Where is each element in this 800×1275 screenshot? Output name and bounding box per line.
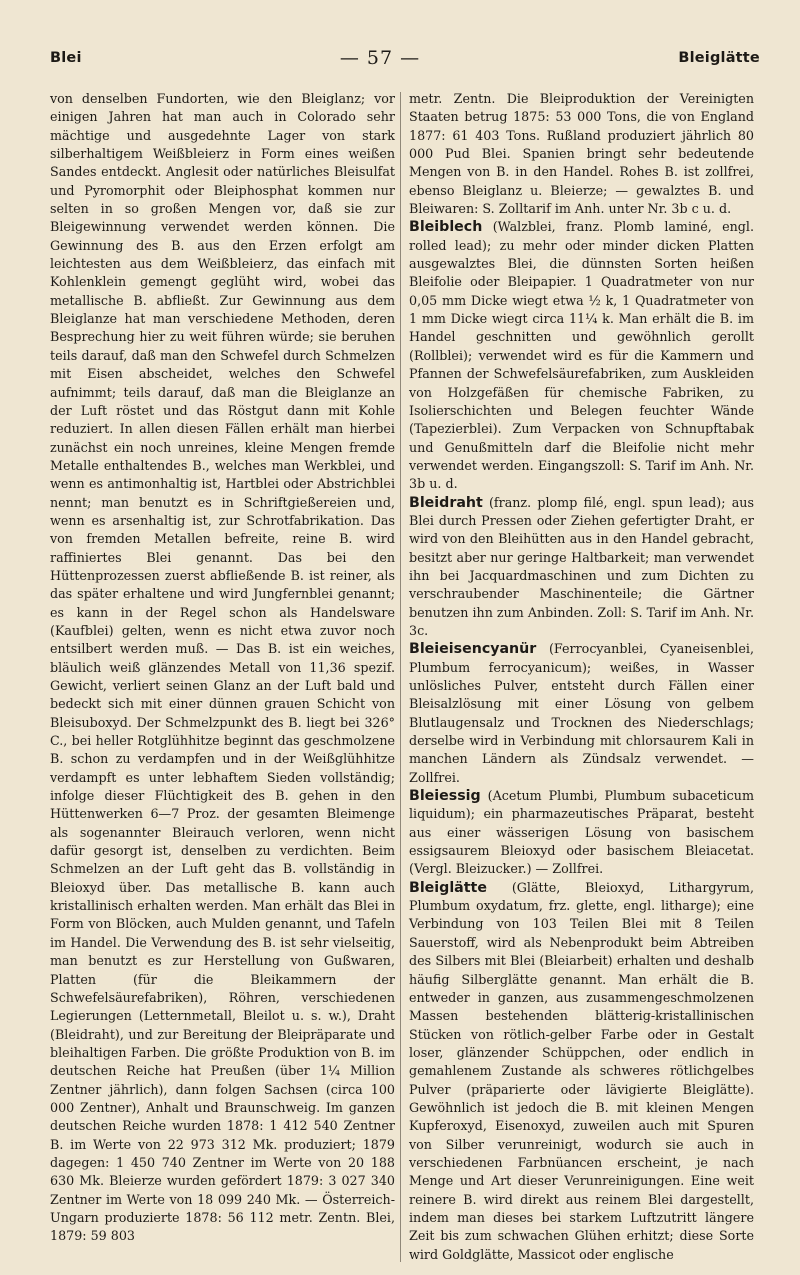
entry-bleiessig <box>409 787 754 879</box>
headword-bleidraht: Bleidraht <box>409 494 483 511</box>
headword-bleiblech: Bleiblech <box>409 219 483 236</box>
entry-text-bleiessig: (Acetum Plumbi, Plumbum subaceticum liquidum); ein pharmazeutisches Präparat, besteht aus einer wässerigen Lösung von basischem essigsaurem Bleioxyd oder basischem Bleiacetat. (Vergl. Bleizucker.) — Zollfrei. <box>409 788 754 877</box>
column-divider <box>400 92 401 1262</box>
headword-bleiessig: Bleiessig <box>409 788 481 805</box>
page-header <box>50 44 760 72</box>
running-head-right: Bleiglätte <box>678 50 760 66</box>
entry-bleieisencyanuer <box>409 640 754 787</box>
left-column-text: von denselben Fundorten, wie den Bleiglanz; vor einigen Jahren hat man auch in Colorado sehr mächtige und ausgedehnte Lager von stark silberhaltigem Weißbleierz in Form eines weißen Sandes entdeckt. Anglesit oder natürliches Bleisulfat und Pyromorphit oder Bleiphosphat kommen nur selten in so großen Mengen vor, daß sie zur Bleigewinnung verwendet werden können. Die Gewinnung des B. aus den Erzen erfolgt am leichtesten aus dem Weißbleierz, das einfach mit Kohlenklein gemengt geglüht wird, wobei das metallische B. abfließt. Zur Gewinnung aus dem Bleiglanze hat man verschiedene Methoden, deren Besprechung hier zu weit führen würde; sie beruhen teils darauf, daß man den Schwefel durch Schmelzen mit Eisen abscheidet, welches den Schwefel aufnimmt; teils darauf, daß man die Bleiglanze an der Luft röstet und das Röstgut dann mit Kohle reduziert. In allen diesen Fällen erhält man hierbei zunächst ein noch unreines, kleine Mengen fremde Metalle enthaltendes B., welches man Werkblei, und wenn es antimonhaltig ist, Hartblei oder Abstrichblei nennt; man benutzt es in Schriftgießereien und, wenn es arsenhaltig ist, zur Schrotfabrikation. Das von fremden Metallen befreite, reine B. wird raffiniertes Blei genannt. Das bei den Hüttenprozessen zuerst abfließende B. ist reiner, als das später erhaltene und wird Jungfernblei genannt; es kann in der Regel schon als Handelsware (Kaufblei) gelten, wenn es nicht etwa zuvor noch entsilbert werden muß. — Das B. ist ein weiches, bläulich weiß glänzendes Metall von 11,36 spezif. Gewicht, verliert seinen Glanz an der Luft bald und bedeckt sich mit einer dünnen grauen Schicht von Bleisuboxyd. Der Schmelzpunkt des B. liegt bei 326° C., bei heller Rotglühhitze beginnt das geschmolzene B. schon zu verdampfen und in der Weißglühhitze verdampft es unter lebhaftem Sieden vollständig; infolge dieser Flüchtigkeit des B. gehen in den Hüttenwerken 6—7 Proz. der gesamten Bleimenge als sogenannter Bleirauch verloren, wenn nicht dafür gesorgt ist, denselben zu verdichten. Beim Schmelzen an der Luft geht das B. vollständig in Bleioxyd über. Das metallische B. kann auch kristallinisch erhalten werden. Man erhält das Blei in Form von Blöcken, auch Mulden genannt, und Tafeln im Handel. Die Verwendung des B. ist sehr vielseitig, man benutzt es zur Herstellung von Gußwaren, Platten (für die Bleikammern der Schwefelsäurefabriken), Röhren, verschiedenen Legierungen (Letternmetall, Bleilot u. s. w.), Draht (Bleidraht), und zur Bereitung der Bleipräparate und bleihaltigen Farben. Die größte Produktion von B. im deutschen Reiche hat Preußen (über 1¼ Million Zentner jährlich), dann folgen Sachsen (circa 100 000 Zentner), Anhalt und Braunschweig. Im ganzen deutschen Reiche wurden 1878: 1 412 540 Zentner B. im Werte von 22 973 312 Mk. produziert; 1879 dagegen: 1 450 740 Zentner im Werte von 20 188 630 Mk. Bleierze wurden gefördert 1879: 3 027 340 Zentner im Werte von 18 099 240 Mk. — Österreich-Ungarn produzierte 1878: 56 112 metr. Zentn. Blei, 1879: 59 803 <box>50 91 395 1244</box>
entry-text-bleiglaette: (Glätte, Bleioxyd, Lithargyrum, Plumbum oxydatum, frz. glette, engl. litharge); eine Verbindung von 103 Teilen Blei mit 8 Teilen Sauerstoff, wird als Nebenprodukt beim Abtreiben des Silbers mit Blei (Bleiarbeit) erhalten und deshalb häufig Silberglätte genannt. Man erhält die B. entweder in ganzen, aus zusammengeschmolzenen Massen bestehenden blätterig-kristallinischen Stücken von rötlich-gelber Farbe oder in Gestalt loser, glänzender Schüppchen, oder endlich in gemahlenem Zustande als schweres rötlichgelbes Pulver (präparierte oder lävigierte Bleiglätte). Gewöhnlich ist jedoch die B. mit kleinen Mengen Kupferoxyd, Eisenoxyd, zuweilen auch mit Spuren von Silber verunreinigt, wodurch sie auch in verschiedenen Farbnüancen erscheint, je nach Menge und Art dieser Verunreinigungen. Eine weit reinere B. wird direkt aus reinem Blei dargestellt, indem man dieses bei starkem Luftzutritt längere Zeit bis zum schwachen Glühen erhitzt; diese Sorte wird Goldglätte, Massicot oder englische <box>409 879 754 1262</box>
entry-bleiblech <box>409 218 754 493</box>
entry-text-bleidraht: (franz. plomp filé, engl. spun lead); aus Blei durch Pressen oder Ziehen gefertigter Draht, er wird von den Bleihütten aus in den Handel gebracht, besitzt aber nur geringe Haltbarkeit; man verwendet ihn bei Jacquardmaschinen und zum Dichten zu verschraubender Maschinenteile; die Gärtner benutzen ihn zum Anbinden. Zoll: S. Tarif im Anh. Nr. 3c. <box>409 494 754 638</box>
entry-text-bleiblech: (Walzblei, franz. Plomb laminé, engl. rolled lead); zu mehr oder minder dicken Platten ausgewalztes Blei, die dünnsten Sorten heißen Bleifolie oder Bleipapier. 1 Quadratmeter von nur 0,05 mm Dicke wiegt etwa ½ k, 1 Quadratmeter von 1 mm Dicke wiegt circa 11¼ k. Man erhält die B. im Handel geschnitten und gewöhnlich gerollt (Rollblei); verwendet wird es für die Kammern und Pfannen der Schwefelsäurefabriken, zum Auskleiden von Holzgefäßen für chemische Fabriken, zu Isolierschichten und Belegen feuchter Wände (Tapezierblei). Zum Verpacken von Schnupftabak und Genußmitteln darf die Bleifolie nicht mehr verwendet werden. Eingangszoll: S. Tarif im Anh. Nr. 3b u. d. <box>409 219 754 492</box>
entry-bleidraht <box>409 494 754 641</box>
right-column <box>409 90 754 1264</box>
headword-bleiglaette: Bleiglätte <box>409 879 487 896</box>
entry-bleiglaette <box>409 879 754 1264</box>
headword-bleieisencyanuer: Bleieisencyanür <box>409 641 537 658</box>
page-number: — 57 — <box>339 47 421 69</box>
left-column <box>50 90 395 1246</box>
running-head-left: Blei <box>50 50 82 66</box>
entry-text-bleieisencyanuer: (Ferrocyanblei, Cyaneisenblei, Plumbum ferrocyanicum); weißes, in Wasser unlösliches Pulver, entsteht durch Fällen einer Bleisalzlösung mit einer Lösung von gelbem Blutlaugensalz und Trocknen des Niederschlags; derselbe wird in Verbindung mit chlorsaurem Kali in manchen Ländern als Zündsalz verwendet. — Zollfrei. <box>409 641 754 785</box>
right-column-intro: metr. Zentn. Die Bleiproduktion der Vereinigten Staaten betrug 1875: 53 000 Tons, die von England 1877: 61 403 Tons. Rußland produziert jährlich 80 000 Pud Blei. Spanien bringt sehr bedeutende Mengen von B. in den Handel. Rohes B. ist zollfrei, ebenso Bleiglanz u. Bleierze; — gewalztes B. und Bleiwaren: S. Zolltarif im Anh. unter Nr. 3b c u. d. <box>409 91 754 217</box>
